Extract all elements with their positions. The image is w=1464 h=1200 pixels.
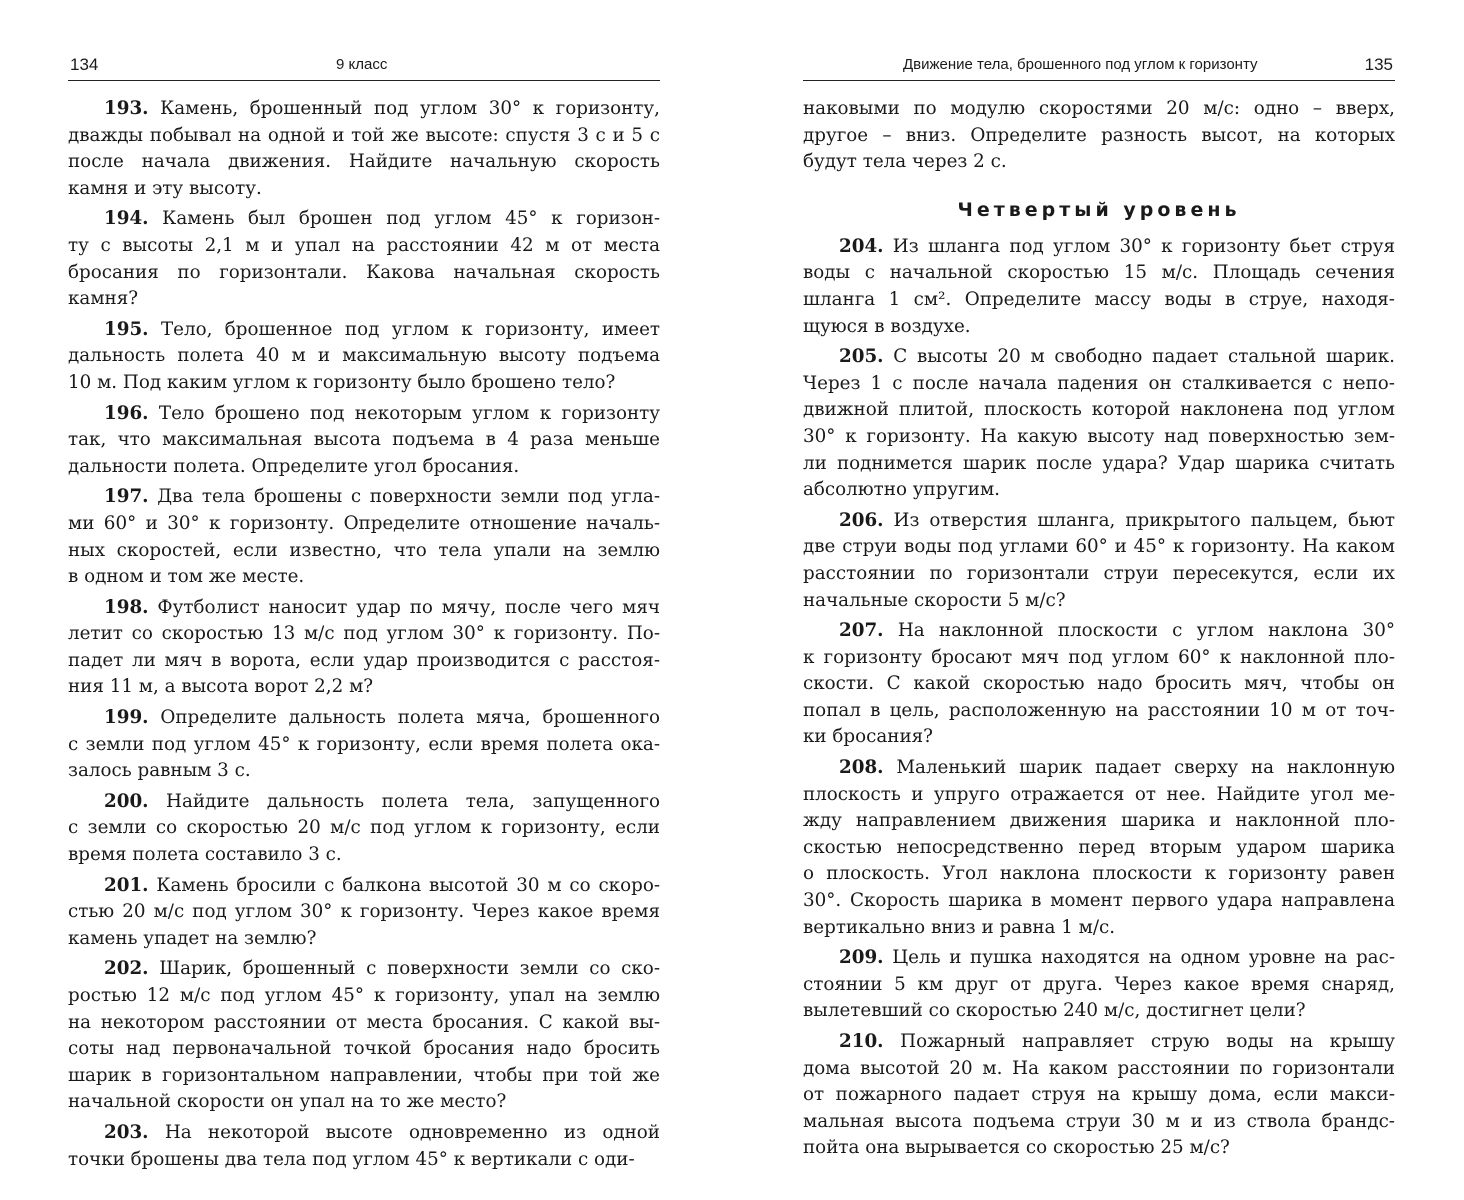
- problem-text: 30° к горизонту. На какую высоту над поверхностью зем-: [803, 425, 1395, 447]
- problem-text: падет ли мяч в ворота, если удар производится с расстоя-: [68, 649, 660, 671]
- problem-text: ми 60° и 30° к горизонту. Определите отношение началь-: [68, 512, 660, 534]
- problem-text: так, что максимальная высота подъема в 4 раза меньше: [68, 429, 660, 451]
- problem-text: дома высотой 20 м. На каком расстоянии по горизонтали: [803, 1057, 1395, 1079]
- problem-text: камня?: [68, 288, 139, 310]
- problem-text: ту с высоты 2,1 м и упал на расстоянии 42 м от места: [68, 234, 660, 256]
- problem-text: Футболист наносит удар по мячу, после чего мяч: [157, 596, 660, 618]
- problem-text: На наклонной плоскости с углом наклона 30°: [897, 620, 1396, 642]
- running-header: [68, 52, 660, 81]
- problem-196: [68, 401, 660, 481]
- problem-number: 202.: [104, 958, 149, 980]
- problem-text: к горизонту бросают мяч под углом 60° к наклонной пло-: [803, 646, 1395, 668]
- text-line: [68, 1120, 660, 1147]
- problem-text: дальности полета. Определите угол бросания.: [68, 455, 520, 477]
- problem-text: мальная высота подъема струи 30 м и из ствола брандс-: [803, 1110, 1395, 1132]
- problem-text: жду направлением движения шарика и наклонной пло-: [803, 810, 1395, 832]
- problem-text: время полета составило 3 с.: [68, 844, 342, 866]
- text-line: [803, 972, 1395, 999]
- problem-text: воды с начальной скоростью 15 м/с. Площадь сечения: [803, 262, 1395, 284]
- problem-text: Шарик, брошенный с поверхности земли со ско-: [159, 958, 660, 980]
- text-line: [803, 1029, 1395, 1056]
- problem-text: после начала движения. Найдите начальную скорость: [68, 151, 660, 173]
- problem-text: абсолютно упругим.: [803, 479, 1000, 501]
- text-line: [803, 344, 1395, 371]
- problem-number: 205.: [839, 346, 884, 368]
- text-line: [803, 561, 1395, 588]
- problem-text: попал в цель, расположенную на расстоянии 10 м от точ-: [803, 699, 1395, 721]
- problem-text: две струи воды под углами 60° и 45° к горизонту. На каком: [803, 536, 1395, 558]
- text-line: [68, 96, 660, 123]
- problem-198: [68, 595, 660, 701]
- problem-205: [803, 344, 1395, 504]
- text-line: [68, 1147, 660, 1174]
- problem-text: Камень бросили с балкона высотой 30 м со скоро-: [156, 874, 660, 896]
- problem-text: вертикально вниз и равна 1 м/с.: [803, 916, 1116, 938]
- page-body: [68, 96, 660, 1177]
- problem-text: бросания по горизонтали. Какова начальная скорость: [68, 261, 660, 283]
- problem-text: соты над первоначальной точкой бросания надо бросить: [68, 1038, 660, 1060]
- running-title: Движение тела, брошенного под углом к горизонту: [903, 56, 1258, 73]
- text-line: [803, 371, 1395, 398]
- problem-text: стоянии 5 км друг от друга. Через какое время снаряд,: [803, 973, 1395, 995]
- text-line: [68, 454, 660, 481]
- text-line: [68, 123, 660, 150]
- text-line: [803, 477, 1395, 504]
- text-line: [68, 595, 660, 622]
- problem-text: Из шланга под углом 30° к горизонту бьет струя: [892, 235, 1395, 257]
- problem-number: 210.: [839, 1031, 884, 1052]
- problem-number: 208.: [839, 757, 884, 779]
- text-line: [803, 588, 1395, 615]
- problem-201: [68, 873, 660, 953]
- problem-text: Определите дальность полета мяча, брошенного: [160, 707, 661, 729]
- problem-text: стью 20 м/с под углом 30° к горизонту. Через какое время: [68, 901, 660, 923]
- problem-number: 203.: [104, 1121, 149, 1143]
- text-line: [68, 511, 660, 538]
- problem-text: С высоты 20 м свободно падает стальной шарик.: [893, 346, 1395, 368]
- text-line: [803, 945, 1395, 972]
- text-line: [803, 260, 1395, 287]
- problem-number: 201.: [104, 874, 149, 896]
- problem-199: [68, 705, 660, 785]
- problem-text: ли поднимется шарик после удара? Удар шарика считать: [803, 452, 1395, 474]
- problem-text: плоскость и упруго отражается от нее. Найдите угол ме-: [803, 783, 1395, 805]
- problem-text: 30°. Скорость шарика в момент первого удара направлена: [803, 890, 1395, 912]
- text-line: [803, 782, 1395, 809]
- problem-text: Цель и пушка находятся на одном уровне на рас-: [892, 947, 1395, 969]
- text-line: [68, 1010, 660, 1037]
- problem-203: [68, 1120, 660, 1173]
- text-line: [68, 1063, 660, 1090]
- text-line: [803, 1056, 1395, 1083]
- text-line: [68, 705, 660, 732]
- running-title: 9 класс: [336, 56, 388, 73]
- problem-text: скостью непосредственно перед вторым ударом шарика: [803, 836, 1395, 858]
- problem-number: 193.: [104, 98, 149, 119]
- text-line: [68, 758, 660, 785]
- text-line: [803, 287, 1395, 314]
- problem-text: летит со скоростью 13 м/с под углом 30° к горизонту. По-: [68, 623, 660, 645]
- text-line: [68, 789, 660, 816]
- problem-text: щуюся в воздухе.: [803, 315, 971, 337]
- text-line: [68, 1036, 660, 1063]
- problem-text: с земли со скоростью 20 м/с под углом к горизонту, если: [68, 817, 660, 839]
- problem-193: [68, 96, 660, 202]
- problem-text: Камень, брошенный под углом 30° к горизонту,: [160, 98, 660, 119]
- problem-text: 10 м. Под каким углом к горизонту было брошено тело?: [68, 371, 616, 393]
- text-line: [803, 314, 1395, 341]
- text-line: [803, 724, 1395, 751]
- text-line: [68, 956, 660, 983]
- text-line: [68, 648, 660, 675]
- text-line: [803, 508, 1395, 535]
- problem-200: [68, 789, 660, 869]
- problem-text: расстоянии по горизонтали струи пересекутся, если их: [803, 562, 1395, 584]
- text-line: [68, 1089, 660, 1116]
- problem-text: дважды побывал на одной и той же высоте: спустя 3 с и 5 с: [68, 124, 660, 146]
- problem-text: Из отверстия шланга, прикрытого пальцем, бьют: [893, 509, 1395, 531]
- text-line: будут тела через 2 с.: [803, 151, 1007, 173]
- problem-text: залось равным 3 с.: [68, 760, 251, 782]
- problem-text: с земли под углом 45° к горизонту, если время полета ока-: [68, 733, 660, 755]
- problem-text: точки брошены два тела под углом 45° к вертикали с оди-: [68, 1148, 635, 1170]
- problem-209: [803, 945, 1395, 1025]
- text-line: [68, 260, 660, 287]
- problem-text: скости. С какой скоростью надо бросить мяч, чтобы он: [803, 673, 1395, 695]
- text-line: [803, 671, 1395, 698]
- running-header: [803, 52, 1395, 81]
- page-body: [803, 96, 1395, 1166]
- problem-text: о плоскость. Угол наклона плоскости к горизонту равен: [803, 863, 1395, 885]
- problem-204: [803, 234, 1395, 340]
- text-line: [803, 698, 1395, 725]
- problem-number: 206.: [839, 509, 884, 531]
- text-line: [68, 926, 660, 953]
- text-line: [68, 233, 660, 260]
- problem-number: 204.: [839, 235, 884, 257]
- problem-text: начальные скорости 5 м/с?: [803, 589, 1066, 611]
- problem-number: 197.: [104, 486, 149, 508]
- problem-208: [803, 755, 1395, 941]
- text-line: [68, 983, 660, 1010]
- problem-text: начальной скорости он упал на то же место?: [68, 1091, 507, 1113]
- text-line: [68, 538, 660, 565]
- text-line: [68, 674, 660, 701]
- text-line: [68, 621, 660, 648]
- problem-text: ки бросания?: [803, 726, 933, 748]
- text-line: [803, 1109, 1395, 1136]
- text-line: [803, 861, 1395, 888]
- problem-text: Тело брошено под некоторым углом к горизонту: [158, 402, 661, 424]
- problem-text: дальность полета 40 м и максимальную высоту подъема: [68, 345, 660, 367]
- problem-text: Маленький шарик падает сверху на наклонную: [896, 757, 1395, 779]
- text-line: [803, 998, 1395, 1025]
- text-line: [68, 842, 660, 869]
- problem-number: 194.: [104, 208, 149, 230]
- problem-number: 199.: [104, 707, 149, 729]
- text-line: [68, 176, 660, 203]
- text-line: [803, 618, 1395, 645]
- text-line: другое – вниз. Определите разность высот, на которых: [803, 124, 1395, 146]
- text-line: [68, 343, 660, 370]
- problem-text: вылетевший со скоростью 240 м/с, достигнет цели?: [803, 1000, 1306, 1022]
- problem-text: на некотором расстоянии от места бросания. С какой вы-: [68, 1011, 660, 1033]
- text-line: [803, 808, 1395, 835]
- problem-text: Камень был брошен под углом 45° к горизон-: [162, 208, 660, 230]
- problem-202: [68, 956, 660, 1116]
- text-line: [68, 317, 660, 344]
- page-number: 134: [70, 55, 99, 74]
- text-line: [803, 397, 1395, 424]
- problem-text: от пожарного падает струя на крышу дома, если макси-: [803, 1084, 1395, 1106]
- problem-text: Два тела брошены с поверхности земли под угла-: [157, 486, 661, 508]
- problem-number: 200.: [104, 790, 149, 812]
- problem-number: 207.: [839, 620, 884, 642]
- text-line: [68, 732, 660, 759]
- text-line: [803, 1135, 1395, 1162]
- text-line: [68, 427, 660, 454]
- text-line: [68, 149, 660, 176]
- problem-text: ростью 12 м/с под углом 45° к горизонту, упал на землю: [68, 985, 660, 1006]
- problem-number: 195.: [104, 318, 149, 340]
- text-line: [68, 370, 660, 397]
- text-line: [68, 873, 660, 900]
- problem-195: [68, 317, 660, 397]
- problem-number: 198.: [104, 596, 149, 618]
- problem-210: [803, 1029, 1395, 1162]
- text-line: [803, 645, 1395, 672]
- text-line: [68, 401, 660, 428]
- section-heading: Четвертый уровень: [957, 198, 1241, 221]
- text-line: [803, 1082, 1395, 1109]
- problem-194: [68, 206, 660, 312]
- problem-text: Тело, брошенное под углом к горизонту, имеет: [160, 318, 660, 340]
- text-line: [803, 451, 1395, 478]
- problem-text: ния 11 м, а высота ворот 2,2 м?: [68, 676, 374, 698]
- problem-text: движной плитой, плоскость которой наклонена под углом: [803, 399, 1395, 421]
- problem-text: Через 1 с после начала падения он сталкивается с непо-: [803, 372, 1395, 394]
- problem-text: шарик в горизонтальном направлении, чтобы при той же: [68, 1064, 660, 1086]
- problem-text: камень упадет на землю?: [68, 927, 317, 949]
- text-line: [803, 915, 1395, 942]
- text-line: наковыми по модулю скоростями 20 м/с: одно – вверх,: [803, 98, 1395, 119]
- text-line: [68, 815, 660, 842]
- text-line: [803, 234, 1395, 261]
- text-line: [68, 206, 660, 233]
- text-line: [803, 534, 1395, 561]
- problem-text: шланга 1 см². Определите массу воды в струе, находя-: [803, 288, 1395, 310]
- problem-number: 196.: [104, 402, 149, 424]
- text-line: [68, 899, 660, 926]
- problem-206: [803, 508, 1395, 614]
- text-line: [803, 755, 1395, 782]
- problem-text: ных скоростей, если известно, что тела упали на землю: [68, 539, 660, 561]
- problem-197: [68, 484, 660, 590]
- page-number: 135: [1364, 55, 1393, 74]
- text-line: [803, 888, 1395, 915]
- problem-text: пойта она вырывается со скоростью 25 м/с?: [803, 1137, 1230, 1159]
- text-line: [68, 286, 660, 313]
- text-line: [68, 564, 660, 591]
- problem-number: 209.: [839, 947, 884, 969]
- problem-text: Пожарный направляет струю воды на крышу: [900, 1031, 1396, 1052]
- problem-text: На некоторой высоте одновременно из одной: [164, 1121, 660, 1143]
- problem-207: [803, 618, 1395, 751]
- problem-203-continuation: [803, 96, 1395, 176]
- problem-text: камня и эту высоту.: [68, 177, 262, 199]
- problem-text: в одном и том же месте.: [68, 566, 305, 588]
- problem-text: Найдите дальность полета тела, запущенного: [166, 790, 661, 812]
- text-line: [803, 835, 1395, 862]
- text-line: [803, 424, 1395, 451]
- text-line: [68, 484, 660, 511]
